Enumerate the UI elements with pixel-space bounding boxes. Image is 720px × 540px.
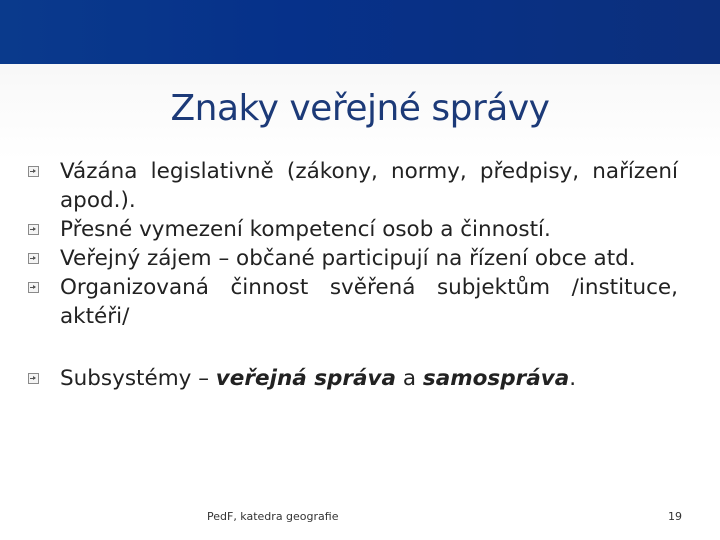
bullet-list [28,157,678,393]
bullet-text: Organizovaná činnost svěřená subjektům /instituce, aktéři/ [60,275,678,329]
bullet-text: Přesné vymezení kompetencí osob a činností. [60,217,551,242]
bullet-item [28,273,678,331]
footer-text: PedF, katedra geografie [207,510,339,523]
subsystems-prefix: Subsystémy – [60,366,216,391]
arrow-bullet-icon [28,282,39,293]
subsystem-term-public-administration: veřejná správa [215,366,397,391]
bullet-item [28,244,678,273]
subsystems-suffix: . [569,366,577,391]
subsystem-term-self-government: samospráva [422,366,570,391]
subsystems-joiner: a [396,366,423,391]
bullet-text: Veřejný zájem – občané participují na řízení obce atd. [60,246,636,271]
arrow-bullet-icon [28,166,39,177]
bullet-text: Vázána legislativně (zákony, normy, předpisy, nařízení apod.). [60,159,678,213]
arrow-bullet-icon [28,224,39,235]
slide-title: Znaky veřejné správy [170,88,550,129]
bullet-item [28,157,678,215]
bullet-item [28,215,678,244]
arrow-bullet-icon [28,373,39,384]
arrow-bullet-icon [28,253,39,264]
bullet-item-subsystems [28,364,678,393]
top-banner [0,0,720,64]
page-number: 19 [668,510,682,523]
